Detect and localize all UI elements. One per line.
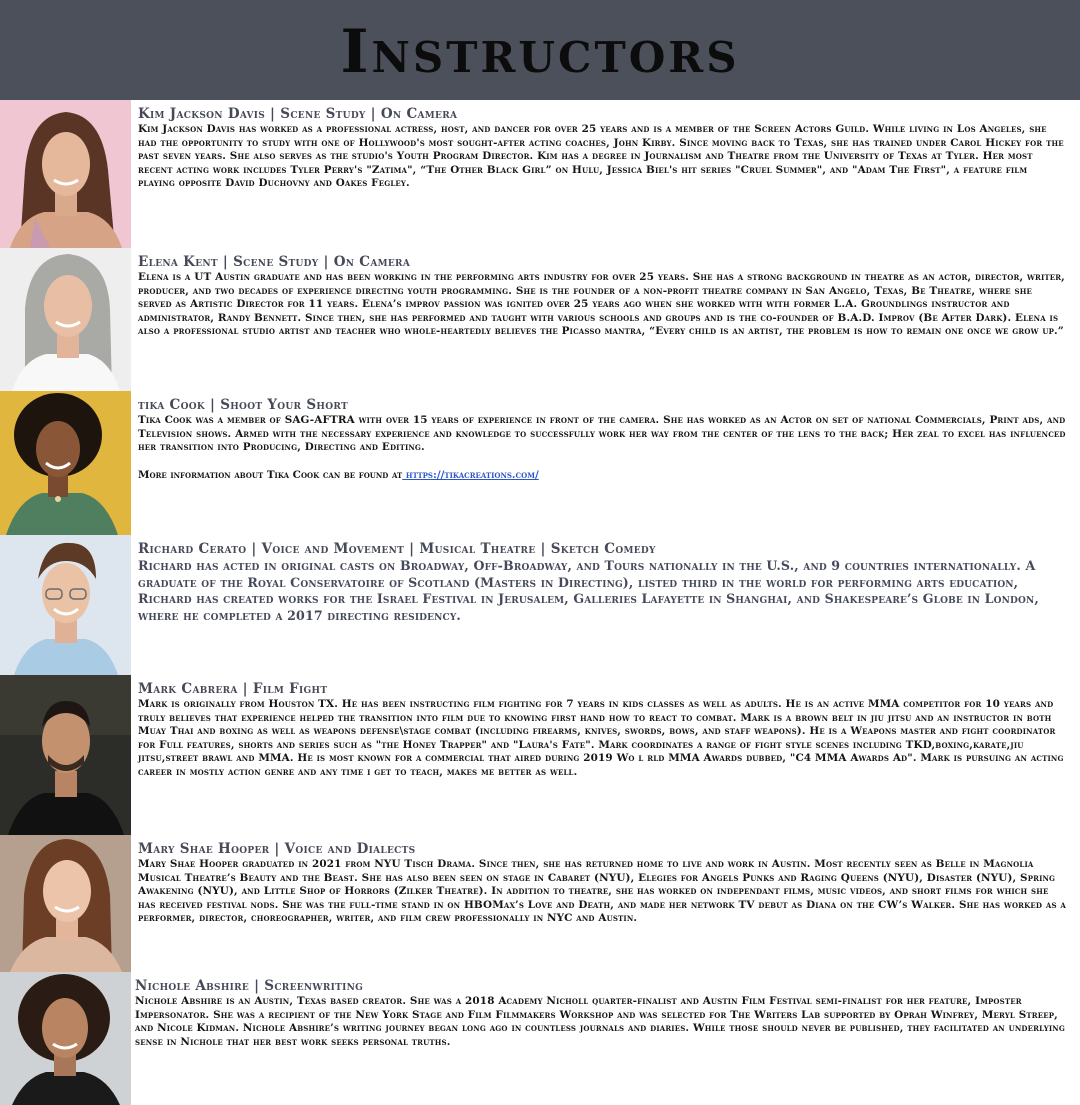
tika-creations-link[interactable]: https://tikacreations.com/ (402, 468, 539, 481)
instructor-photo (0, 100, 131, 248)
instructor-entry-mary-shae-hooper (0, 835, 1080, 972)
instructor-entry-elena-kent (0, 248, 1080, 391)
instructor-photo (0, 248, 131, 391)
instructor-bio: Elena is a UT Austin graduate and has been working in the performing arts industry for over 25 years. She has a strong background in theatre as an actor, director, writer, producer, and two decades of experience directing youth programming. She is the founder of a non-profit theatre company in San Angelo, Texas, Be Theatre, where she served as Artistic Director for 11 years. Elena’s improv passion was ignited over 25 years ago when she worked with with former L.A. Groundlings instructor and administrator, Randy Bennett. Since then, she has performed and taught with various schools and groups and is the co-founder of B.A.D. Improv (Be After Dark). Elena is also a professional studio artist and teacher who whole-heartedly believes the Picasso mantra, “Every child is an artist, the problem is how to remain one once we grow up.” (138, 271, 1065, 338)
instructor-bio: Kim Jackson Davis has worked as a professional actress, host, and dancer for over 25 years and is a member of the Screen Actors Guild. While living in Los Angeles, she had the opportunity to study with one of Hollywood's most sought-after acting coaches, John Kirby. Since moving back to Texas, she has trained under Carol Hickey for the past seven years. She also serves as the studio's Youth Program Director. Kim has a degree in Journalism and Theatre from the University of Texas at Tyler. Her most recent acting work includes Tyler Perry's "Zatima", “The Other Black Girl” on Hulu, Jessica Biel's hit series "Cruel Summer", and "Adam The First", a feature film playing opposite David Duchovny and Oakes Fegley. (138, 123, 1064, 190)
instructor-name: Nichole Abshire | Screenwriting (135, 978, 364, 994)
instructor-photo (0, 972, 131, 1105)
instructor-photo (0, 535, 131, 675)
instructor-bio: Mark is originally from Houston TX. He has been instructing film fighting for 7 years in kids classes as well as adults. He is an active MMA competitor for 10 years and truly believes that experience helped the transition into film due to knowing first hand how to react to combat. Mark is a brown belt in jiu jitsu and an instructor in both Muay Thai and boxing as well as weapons defense\stage combat (including firearms, knives, swords, bows, and staff weapons). He is a Weapons master and fight coordinator for Full features, shorts and series such as "the Honey Trapper" and "Laura's Fate". Mark coordinates a range of fight style scenes including TKD,boxing,karate,jiu jitsu,street brawl and MMA. He is most known for a commercial that aired during 2019 Wo l rld MMA Awards dubbed, "C4 MMA Awards Ad". Mark is pursuing an acting career in mostly action genre and any time i get to teach, makes me better as well. (138, 698, 1064, 778)
instructor-name: tika Cook | Shoot Your Short (138, 397, 348, 413)
instructor-bio: Richard has acted in original casts on Broadway, Off-Broadway, and Tours nationally in the U.S., and 9 countries internationally. A graduate of the Royal Conservatoire of Scotland (Masters in Directing), listed third in the world for performing arts education, Richard has created works for the Israel Festival in Jerusalem, Galleries Lafayette in Shanghai, and Shakespeare’s Globe in London, where he completed a 2017 directing residency. (138, 558, 1039, 623)
instructor-entry-kim-jackson-davis (0, 100, 1080, 248)
instructor-name: Mary Shae Hooper | Voice and Dialects (138, 841, 416, 857)
page-title: Instructors (340, 17, 740, 87)
more-info-line (138, 469, 1066, 483)
instructor-photo (0, 391, 131, 535)
instructor-entry-richard-cerato (0, 535, 1080, 675)
page-header (0, 0, 1080, 100)
more-info-text: More information about Tika Cook can be found at (138, 468, 403, 481)
instructor-bio: Mary Shae Hooper graduated in 2021 from NYU Tisch Drama. Since then, she has returned home to live and work in Austin. Most recently seen as Belle in Magnolia Musical Theatre’s Beauty and the Beast. She has also been seen on stage in Cabaret (NYU), Elegies for Angels Punks and Raging Queens (NYU), Disaster (NYU), Spring Awakening (NYU), and Little Shop of Horrors (Zilker Theatre). In addition to theatre, she has worked on independant films, music videos, and short films for which she has received festival nods. She was the full-time stand in on HBOMax’s Love and Death, and made her network TV debut as Diana on the CW’s Walker. She has worked as a performer, director, choreographer, writer, and film crew professionally in NYC and Austin. (138, 858, 1066, 925)
instructor-name: Kim Jackson Davis | Scene Study | On Camera (138, 106, 458, 122)
instructor-entry-mark-cabrera (0, 675, 1080, 835)
instructor-name: Richard Cerato | Voice and Movement | Musical Theatre | Sketch Comedy (138, 541, 656, 557)
instructor-bio: Nichole Abshire is an Austin, Texas based creator. She was a 2018 Academy Nicholl quarter-finalist and Austin Film Festival semi-finalist for her feature, Imposter Impersonator. She was a recipient of the New York Stage and Film Filmmakers Workshop and was selected for The Writers Lab supported by Oprah Winfrey, Meryl Streep, and Nicole Kidman. Nichole Abshire’s writing journey began long ago in countless journals and diaries. While those should never be published, they facilitated an underlying sense in Nichole that her best work seeks personal truths. (135, 995, 1065, 1048)
instructor-photo (0, 675, 131, 835)
instructor-name: Mark Cabrera | Film Fight (138, 681, 328, 697)
instructor-photo (0, 835, 131, 972)
instructor-entry-tika-cook (0, 391, 1080, 535)
instructor-bio: Tika Cook was a member of SAG-AFTRA with over 15 years of experience in front of the camera. She has worked as an Actor on set of national Commercials, Print ads, and Television shows. Armed with the necessary experience and knowledge to successfully work her way from the center of the lens to the back; Her zeal to excel has influenced her transition into Producing, Directing and Editing. (138, 414, 1066, 454)
instructor-entry-nichole-abshire (0, 972, 1080, 1105)
instructor-name: Elena Kent | Scene Study | On Camera (138, 254, 411, 270)
